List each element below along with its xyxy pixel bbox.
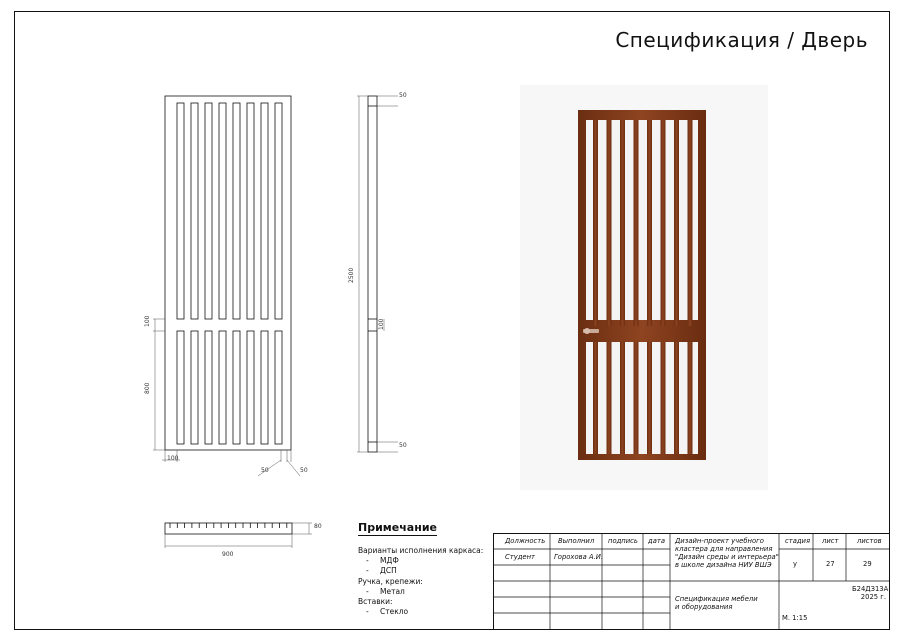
slat-opening [247,103,254,319]
door-top-view [165,523,292,534]
stamp-sheets-header: листов [857,537,882,545]
stamp-sheet-header: лист [822,537,839,545]
frame-item-mdf: МДФ [380,556,399,566]
stamp-sheet-value: 27 [826,560,835,568]
top-dim-900: 900 [222,551,234,558]
stamp-header-signature: подпись [608,537,638,545]
render-slat [688,120,693,454]
slat-opening [191,331,198,444]
slat-opening [177,103,184,319]
slat-opening [191,103,198,319]
slat-opening [219,331,226,444]
top-dimensions [165,523,312,548]
stamp-header-date: дата [648,537,665,545]
render-slat [647,120,652,454]
dim-100-bottom: 100 [167,455,179,462]
stamp-stage-value: у [793,560,798,568]
side-dimensions [357,96,398,452]
front-dimensions [153,319,300,476]
inserts-item-glass: Стекло [380,607,409,617]
notes-inserts-label: Вставки: [358,597,393,607]
render-slat [620,120,625,454]
slat-opening [177,331,184,444]
dim-100-vertical: 100 [144,315,151,327]
side-dim-top: 50 [399,92,407,99]
dim-50-left: 50 [261,467,269,474]
slat-opening [261,103,268,319]
upper-slats [177,103,282,319]
stamp-author: Горохова А.И. [554,553,603,561]
stamp-doc-name: Спецификация мебели и оборудования [675,595,758,611]
slat-opening [219,103,226,319]
slat-opening [275,331,282,444]
slat-opening [275,103,282,319]
side-dim-bottom: 50 [399,442,407,449]
notes-list: Варианты исполнения каркаса: - МДФ - ДСП Ручка, крепежи: - Метал Вставки: - Стекло [358,546,484,617]
stamp-code: Б24ДЗ13А 2025 г. [852,585,889,601]
render-slat [607,120,612,454]
notes-frame-label: Варианты исполнения каркаса: [358,546,484,555]
slat-opening [233,103,240,319]
lower-slats [177,331,282,444]
stamp-sheets-value: 29 [863,560,872,568]
side-dim-height: 2500 [348,267,355,283]
frame-item-dsp: ДСП [380,566,397,576]
render-slat [674,120,679,454]
slat-opening [261,331,268,444]
side-outline [368,96,377,452]
slat-opening [233,331,240,444]
page-title: Спецификация / Дверь [615,28,868,52]
render-slat [634,120,639,454]
stamp-project: Дизайн-проект учебного кластера для направления "Дизайн среды и интерьера" в школе дизайна НИУ ВШЭ [675,537,779,569]
stamp-stage-header: стадия [785,537,811,545]
handle-item-metal: Метал [380,586,405,596]
notes-header: Примечание [358,521,437,534]
dim-800: 800 [144,382,151,394]
stamp-role: Студент [505,553,536,561]
slat-opening [205,103,212,319]
slat-opening [247,331,254,444]
notes-handle-label: Ручка, крепежи: [358,576,423,586]
door-render [520,85,768,490]
top-dim-80: 80 [314,523,322,530]
slat-opening [205,331,212,444]
stamp-header-position: Должность [505,537,546,545]
side-dim-mid: 100 [378,318,385,330]
door-front-view [165,96,291,450]
stamp-header-done: Выполнил [558,537,595,545]
dim-50-right: 50 [300,467,308,474]
door-side-view [368,96,377,452]
render-slat [661,120,666,454]
render-slat [593,120,598,454]
stamp-scale: М. 1:15 [782,614,808,622]
